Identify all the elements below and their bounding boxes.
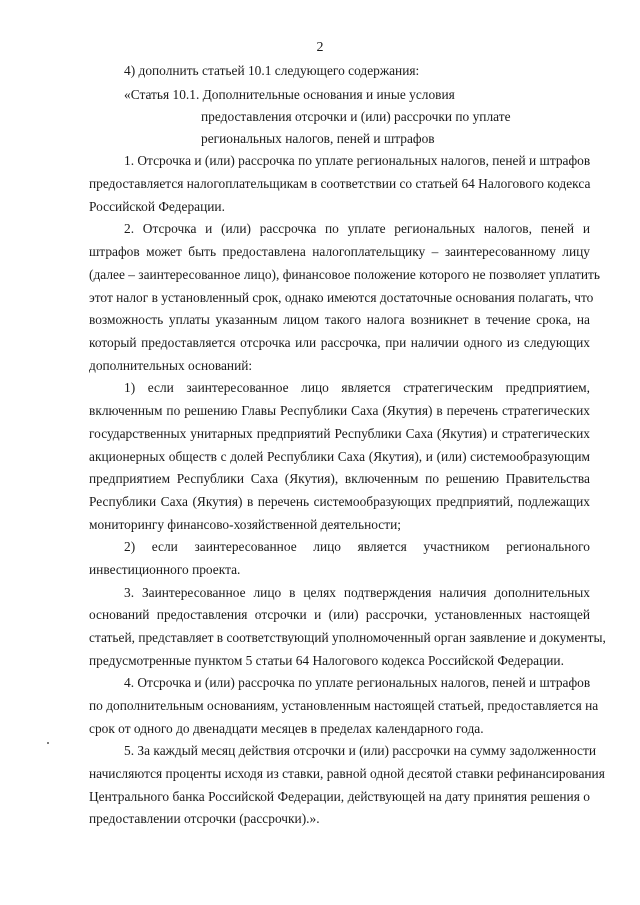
article-title-line: «Статья 10.1. Дополнительные основания и иные условия	[124, 87, 455, 102]
paragraph-line: 2. Отсрочка и (или) рассрочка по уплате региональных налогов, пеней и	[124, 221, 590, 236]
paragraph-line: Российской Федерации.	[89, 199, 225, 214]
paragraph-line: инвестиционного проекта.	[89, 562, 241, 577]
paragraph-line: 1. Отсрочка и (или) рассрочка по уплате региональных налогов, пеней и штрафов	[124, 153, 591, 168]
paragraph-line: возможность уплаты указанным лицом такого налога возникнет в течение срока, на	[89, 312, 590, 327]
paragraph-line: государственных унитарных предприятий Республики Саха (Якутия) и стратегических	[89, 426, 590, 441]
paragraph-line: оснований предоставления отсрочки и (или) рассрочки, установленных настоящей	[89, 607, 590, 622]
scan-speck	[47, 742, 49, 744]
paragraph-line: 1) если заинтересованное лицо является стратегическим предприятием,	[124, 380, 590, 395]
paragraph-line: Центрального банка Российской Федерации, действующей на дату принятия решения о	[89, 789, 590, 804]
paragraph-line: по дополнительным основаниям, установленным настоящей статьей, предоставляется на	[89, 698, 599, 713]
page-number: 2	[316, 40, 324, 55]
paragraph-line: дополнительных оснований:	[89, 358, 253, 373]
paragraph-line: предусмотренные пунктом 5 статьи 64 Налогового кодекса Российской Федерации.	[89, 653, 564, 668]
amendment-intro: 4) дополнить статьей 10.1 следующего содержания:	[124, 63, 420, 78]
paragraph-line: акционерных обществ с долей Республики Саха (Якутия), и (или) системообразующим	[89, 449, 590, 464]
paragraph-line: предприятием Республики Саха (Якутия), включенным по решению Правительства	[89, 471, 590, 486]
paragraph-line: срок от одного до двенадцати месяцев в пределах календарного года.	[89, 721, 484, 736]
paragraph-line: мониторингу финансово-хозяйственной деятельности;	[89, 517, 401, 532]
article-title-line: региональных налогов, пеней и штрафов	[201, 131, 435, 146]
paragraph-line: 5. За каждый месяц действия отсрочки и (или) рассрочки на сумму задолженности	[124, 743, 597, 758]
paragraph-line: (далее – заинтересованное лицо), финансовое положение которого не позволяет уплатить	[89, 267, 600, 282]
paragraph-line: 2) если заинтересованное лицо является участником регионального	[124, 539, 590, 554]
paragraph-line: этот налог в установленный срок, однако имеются достаточные основания полагать, что	[89, 290, 594, 305]
paragraph-line: предоставляется налогоплательщикам в соответствии со статьей 64 Налогового кодекса	[89, 176, 591, 191]
paragraph-line: 4. Отсрочка и (или) рассрочка по уплате региональных налогов, пеней и штрафов	[124, 675, 591, 690]
paragraph-line: статьей, представляет в соответствующий уполномоченный орган заявление и документы,	[89, 630, 606, 645]
paragraph-line: который предоставляется отсрочка или рассрочка, при наличии одного из следующих	[89, 335, 590, 350]
article-title-line: предоставления отсрочки и (или) рассрочки по уплате	[201, 109, 511, 124]
paragraph-line: Республики Саха (Якутия) в перечень системообразующих предприятий, подлежащих	[89, 494, 590, 509]
paragraph-line: 3. Заинтересованное лицо в целях подтверждения наличия дополнительных	[124, 585, 590, 600]
paragraph-line: предоставлении отсрочки (рассрочки).».	[89, 811, 320, 826]
paragraph-line: штрафов может быть предоставлена налогоплательщику – заинтересованному лицу	[89, 244, 590, 259]
paragraph-line: начисляются проценты исходя из ставки, равной одной десятой ставки рефинансирования	[89, 766, 605, 781]
paragraph-line: включенным по решению Главы Республики Саха (Якутия) в перечень стратегических	[89, 403, 590, 418]
